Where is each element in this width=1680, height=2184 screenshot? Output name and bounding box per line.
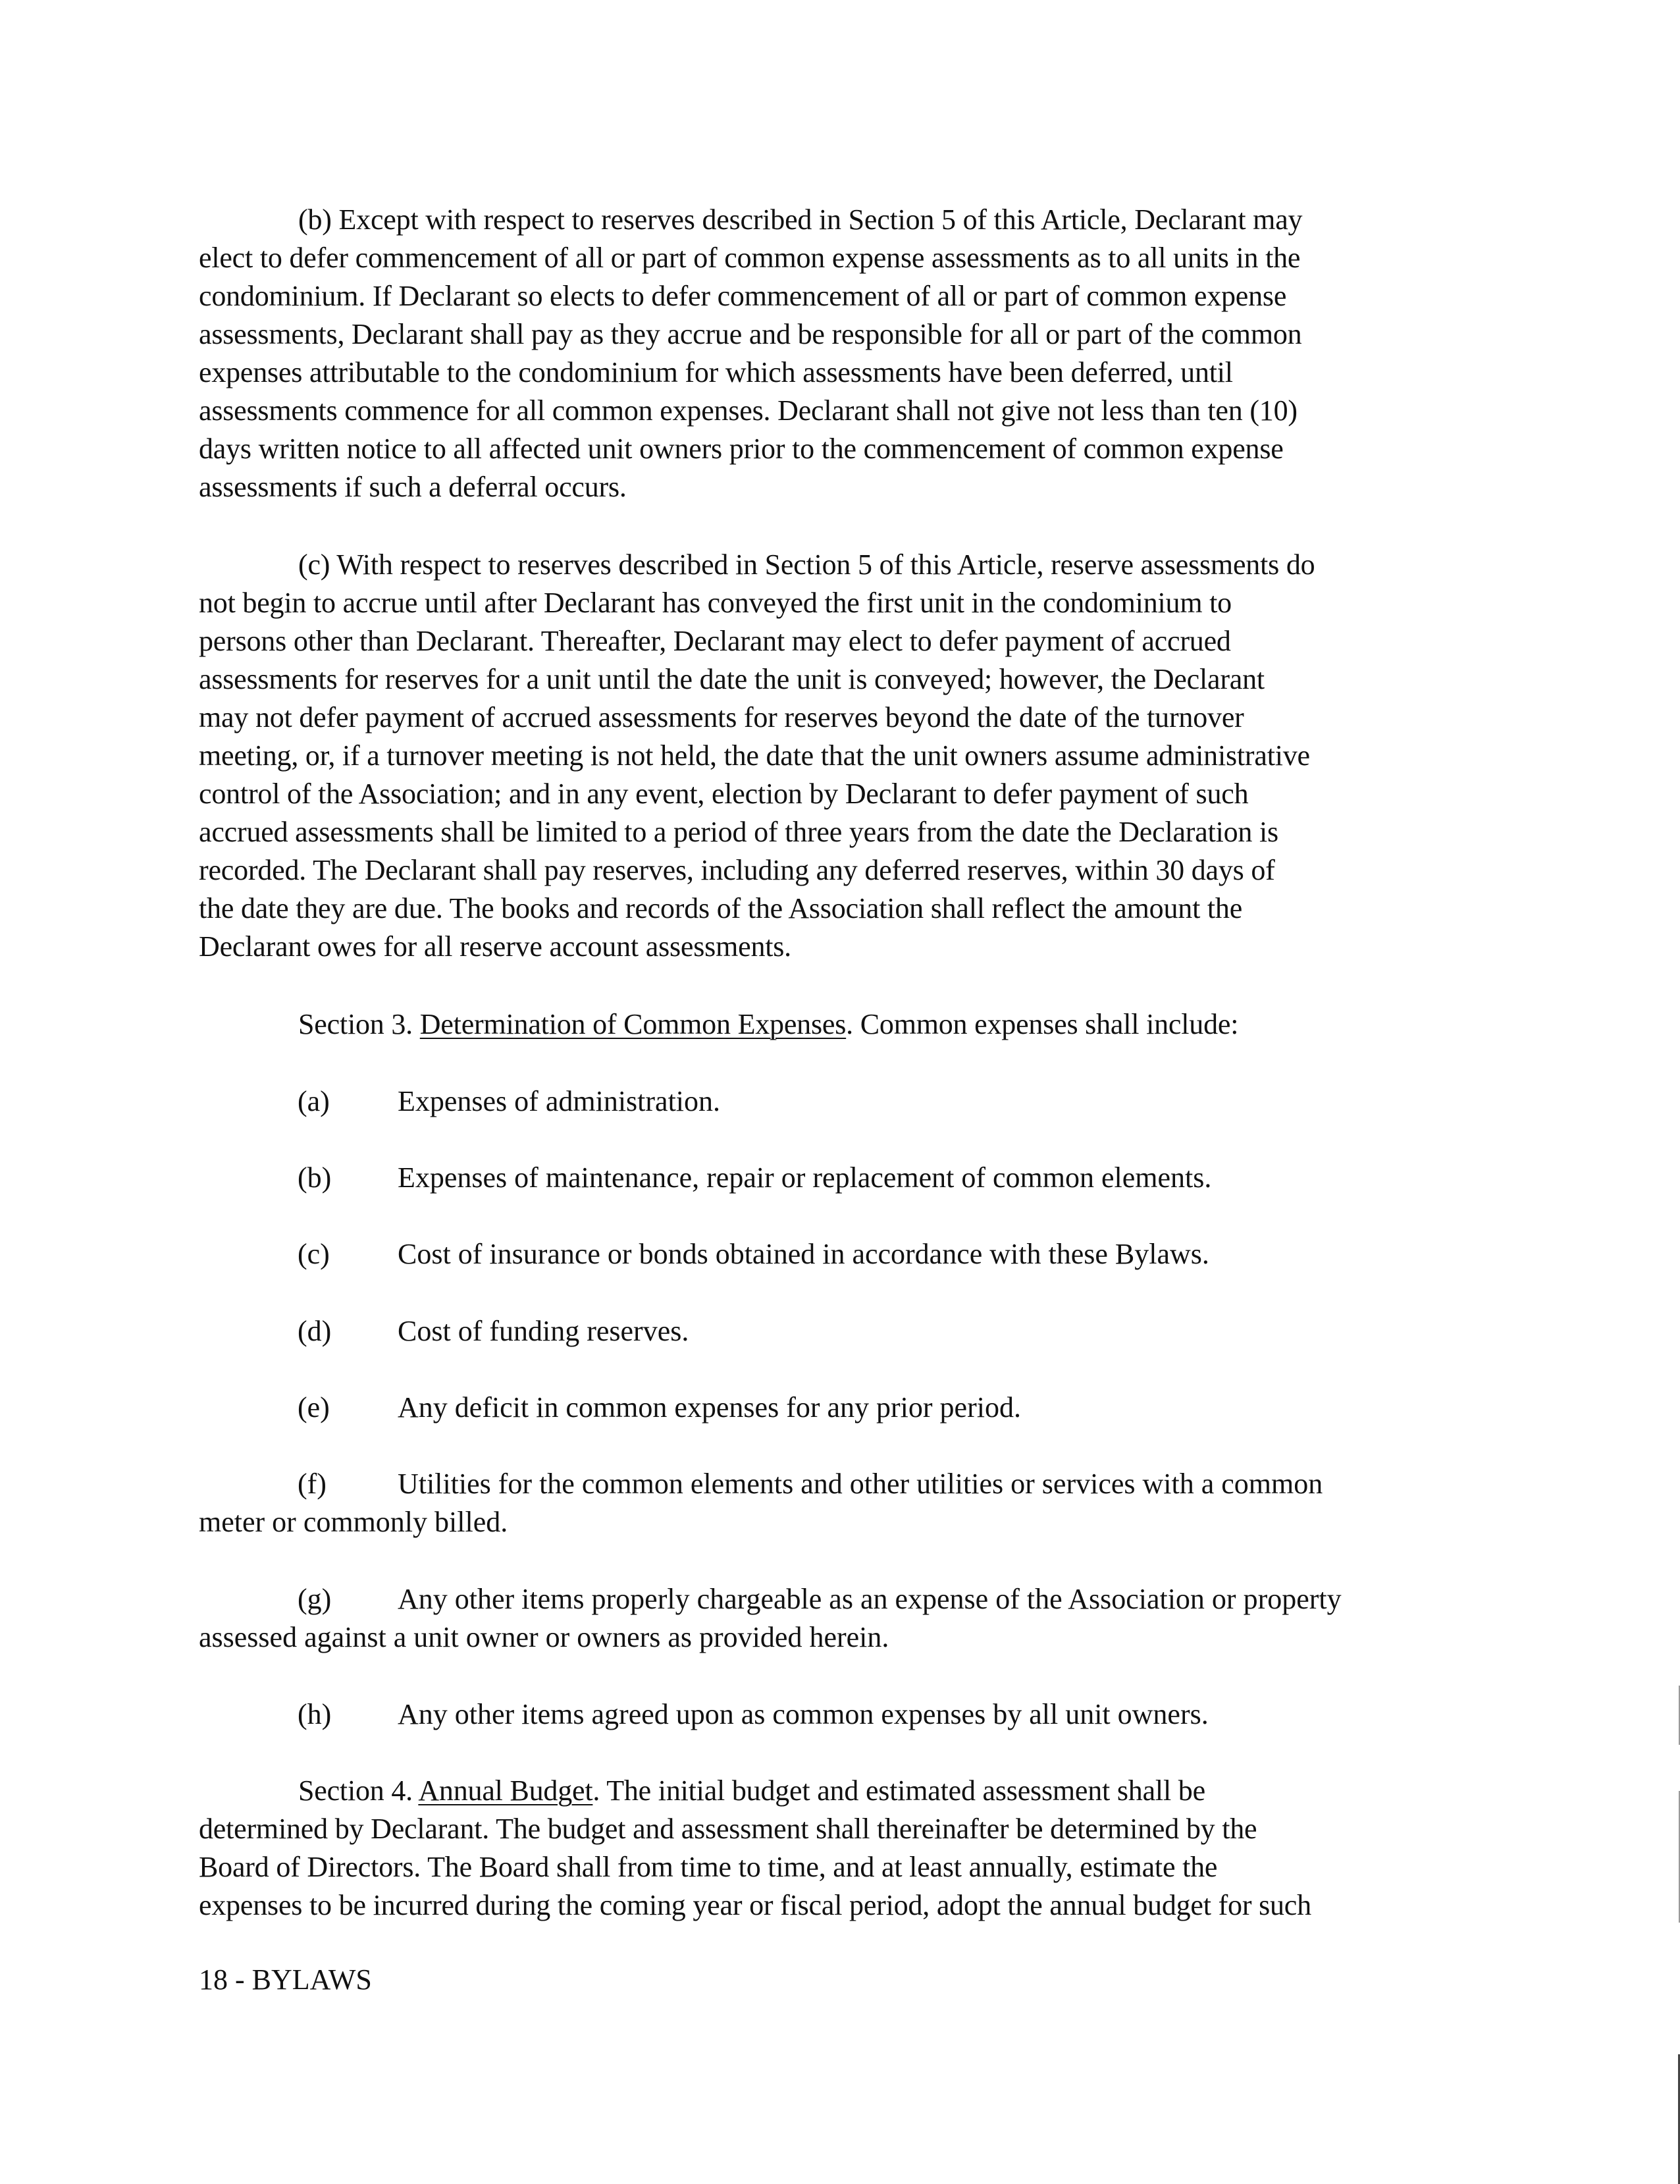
paragraph-c: (c) With respect to reserves described in Section 5 of this Article, reserve assessments do not begin to accrue until after Declarant has conveyed the first unit in the condominium to persons other than Declarant. Thereafter, Declarant may elect to defer payment of accrued assessments for reserves for a unit until the date the unit is conveyed; however, the Declarant may not defer payment of accrued assessments for reserves beyond the date of the turnover meeting, or, if a turnover meeting is not held, the date that the unit owners assume administrative control of the Association; and in any event, election by Declarant to defer payment of such accrued assessments shall be limited to a period of three years from the date the Declaration is recorded. The Declarant shall pay reserves, including any deferred reserves, within 30 days of the date they are due. The books and records of the Association shall reflect the amount the Declarant owes for all reserve account assessments. <box>199 548 1315 963</box>
list-item-h <box>298 1695 1483 1734</box>
item-text: Any other items agreed upon as common expenses by all unit owners. <box>398 1698 1209 1730</box>
item-text-line1: Utilities for the common elements and other utilities or services with a common <box>398 1468 1323 1500</box>
item-letter: (f) <box>298 1468 327 1500</box>
section-3-prefix: Section 3. <box>298 1008 420 1040</box>
item-letter: (b) <box>298 1161 332 1194</box>
item-text: Cost of funding reserves. <box>398 1315 689 1347</box>
item-text: Expenses of administration. <box>398 1085 721 1117</box>
item-text: Expenses of maintenance, repair or replacement of common elements. <box>398 1161 1212 1194</box>
section-4-paragraph <box>199 1772 1490 1925</box>
section-4-title: Annual Budget <box>418 1774 593 1807</box>
item-text-line1: Any other items properly chargeable as an expense of the Association or property <box>398 1583 1342 1615</box>
section-4-body: . The initial budget and estimated assessment shall be determined by Declarant. The budget and assessment shall thereinafter be determined by the Board of Directors. The Board shall from time to time, and at least annually, estimate the expenses to be incurred during the coming year or fiscal period, adopt the annual budget for such <box>199 1774 1311 1921</box>
item-letter: (a) <box>298 1085 330 1117</box>
section-3-title: Determination of Common Expenses <box>419 1008 847 1040</box>
section-3-suffix: . Common expenses shall include: <box>846 1008 1239 1040</box>
item-text: Cost of insurance or bonds obtained in accordance with these Bylaws. <box>398 1238 1209 1270</box>
item-letter: (h) <box>298 1698 332 1730</box>
list-item-f <box>199 1465 1490 1541</box>
list-item <box>298 1159 1483 1197</box>
item-text-line2: assessed against a unit owner or owners as provided herein. <box>199 1621 889 1653</box>
item-letter: (d) <box>298 1315 332 1347</box>
section-3-heading <box>199 1005 1490 1044</box>
item-letter: (c) <box>298 1238 330 1270</box>
page-footer: 18 - BYLAWS <box>199 1963 372 1996</box>
list-item <box>298 1312 1483 1350</box>
item-letter: (e) <box>298 1391 330 1424</box>
list-item <box>298 1082 1483 1121</box>
item-letter: (g) <box>298 1583 332 1615</box>
list-item <box>298 1235 1483 1273</box>
item-text: Any deficit in common expenses for any prior period. <box>398 1391 1021 1424</box>
list-item <box>298 1389 1483 1427</box>
section-4-prefix: Section 4. <box>298 1774 419 1807</box>
list-item-g <box>199 1580 1490 1657</box>
item-text-line2: meter or commonly billed. <box>199 1506 508 1538</box>
paragraph-b: (b) Except with respect to reserves described in Section 5 of this Article, Declarant may elect to defer commencement of all or part of common expense assessments as to all units in the condominium. If Declarant so elects to defer commencement of all or part of common expense assessments, Declarant shall pay as they accrue and be responsible for all or part of the common expenses attributable to the condominium for which assessments have been deferred, until assessments commence for all common expenses. Declarant shall not give not less than ten (10) days written notice to all affected unit owners prior to the commencement of common expense assessments if such a deferral occurs. <box>199 203 1303 503</box>
